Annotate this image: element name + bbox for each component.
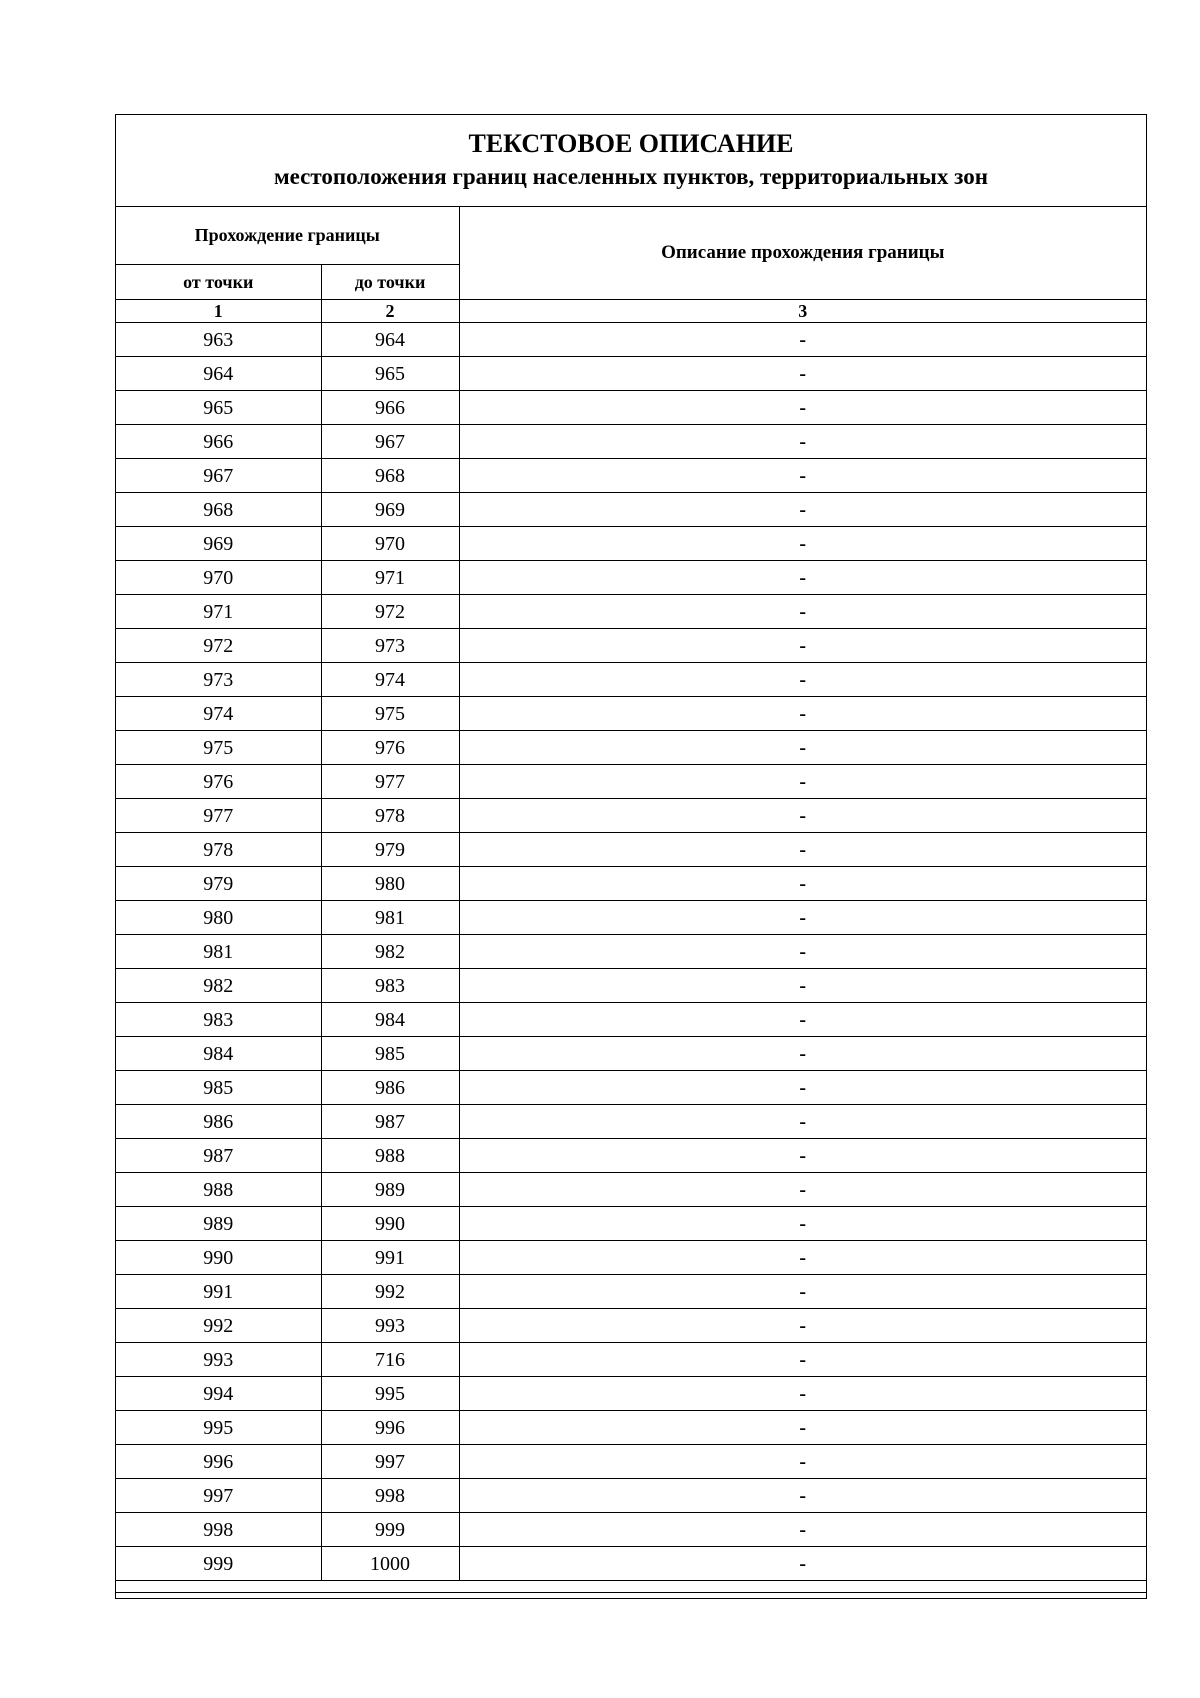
table-row	[116, 1173, 1146, 1207]
from-point-cell: 974	[116, 697, 321, 731]
description-cell: -	[459, 1343, 1146, 1377]
description-cell: -	[459, 1513, 1146, 1547]
to-point-cell: 716	[321, 1343, 459, 1377]
to-point-cell: 1000	[321, 1547, 459, 1581]
description-cell: -	[459, 357, 1146, 391]
table-row	[116, 1479, 1146, 1513]
to-point-cell: 977	[321, 765, 459, 799]
from-point-cell: 983	[116, 1003, 321, 1037]
from-point-cell: 982	[116, 969, 321, 1003]
to-point-cell: 965	[321, 357, 459, 391]
to-point-cell: 968	[321, 459, 459, 493]
from-point-cell: 967	[116, 459, 321, 493]
to-point-cell: 989	[321, 1173, 459, 1207]
description-cell: -	[459, 629, 1146, 663]
table-row	[116, 425, 1146, 459]
table-row	[116, 1003, 1146, 1037]
table-row	[116, 357, 1146, 391]
from-point-cell: 992	[116, 1309, 321, 1343]
description-cell: -	[459, 1207, 1146, 1241]
description-cell: -	[459, 935, 1146, 969]
table-row	[116, 323, 1146, 357]
table-row	[116, 935, 1146, 969]
table-row	[116, 765, 1146, 799]
description-cell: -	[459, 1173, 1146, 1207]
from-point-cell: 988	[116, 1173, 321, 1207]
description-cell: -	[459, 1479, 1146, 1513]
title-block	[116, 115, 1146, 207]
from-point-cell: 973	[116, 663, 321, 697]
boundary-table	[116, 207, 1146, 1581]
description-cell: -	[459, 323, 1146, 357]
to-point-cell: 990	[321, 1207, 459, 1241]
document-title: ТЕКСТОВОЕ ОПИСАНИЕ	[468, 129, 794, 158]
from-point-cell: 979	[116, 867, 321, 901]
table-row	[116, 901, 1146, 935]
to-point-cell: 979	[321, 833, 459, 867]
table-row	[116, 867, 1146, 901]
description-cell: -	[459, 1377, 1146, 1411]
to-point-cell: 997	[321, 1445, 459, 1479]
from-point-cell: 986	[116, 1105, 321, 1139]
to-point-cell: 993	[321, 1309, 459, 1343]
table-row	[116, 459, 1146, 493]
to-point-cell: 998	[321, 1479, 459, 1513]
description-cell: -	[459, 1241, 1146, 1275]
from-point-cell: 991	[116, 1275, 321, 1309]
from-point-cell: 980	[116, 901, 321, 935]
to-point-cell: 982	[321, 935, 459, 969]
from-point-cell: 978	[116, 833, 321, 867]
table-row	[116, 1309, 1146, 1343]
from-point-cell: 984	[116, 1037, 321, 1071]
table-row	[116, 697, 1146, 731]
description-cell: -	[459, 425, 1146, 459]
from-point-cell: 985	[116, 1071, 321, 1105]
table-row	[116, 1241, 1146, 1275]
from-point-cell: 996	[116, 1445, 321, 1479]
table-row	[116, 1547, 1146, 1581]
description-header-cell: Описание прохождения границы	[459, 207, 1146, 300]
table-row	[116, 1037, 1146, 1071]
from-point-cell: 999	[116, 1547, 321, 1581]
table-row	[116, 1411, 1146, 1445]
from-point-cell: 995	[116, 1411, 321, 1445]
description-cell: -	[459, 391, 1146, 425]
table-row	[116, 1071, 1146, 1105]
to-point-cell: 975	[321, 697, 459, 731]
boundary-table-body	[116, 207, 1146, 1581]
column-number-2: 2	[321, 300, 459, 323]
description-cell: -	[459, 765, 1146, 799]
to-point-cell: 984	[321, 1003, 459, 1037]
from-point-cell: 970	[116, 561, 321, 595]
table-row	[116, 969, 1146, 1003]
from-point-cell: 993	[116, 1343, 321, 1377]
description-cell: -	[459, 1411, 1146, 1445]
from-point-cell: 976	[116, 765, 321, 799]
to-point-cell: 973	[321, 629, 459, 663]
header-row-group	[116, 207, 1146, 265]
to-point-cell: 995	[321, 1377, 459, 1411]
description-cell: -	[459, 1547, 1146, 1581]
description-cell: -	[459, 799, 1146, 833]
table-row	[116, 799, 1146, 833]
to-point-cell: 974	[321, 663, 459, 697]
table-row	[116, 629, 1146, 663]
column-number-1: 1	[116, 300, 321, 323]
description-cell: -	[459, 901, 1146, 935]
from-point-cell: 987	[116, 1139, 321, 1173]
description-cell: -	[459, 1445, 1146, 1479]
to-point-cell: 985	[321, 1037, 459, 1071]
to-point-cell: 986	[321, 1071, 459, 1105]
table-row	[116, 1377, 1146, 1411]
to-point-cell: 964	[321, 323, 459, 357]
column-number-row	[116, 300, 1146, 323]
to-point-cell: 967	[321, 425, 459, 459]
document-frame	[115, 114, 1147, 1599]
from-point-header: от точки	[116, 265, 321, 300]
description-cell: -	[459, 595, 1146, 629]
to-point-cell: 981	[321, 901, 459, 935]
from-point-cell: 990	[116, 1241, 321, 1275]
to-point-cell: 978	[321, 799, 459, 833]
description-cell: -	[459, 663, 1146, 697]
from-point-cell: 998	[116, 1513, 321, 1547]
description-cell: -	[459, 731, 1146, 765]
to-point-cell: 970	[321, 527, 459, 561]
table-row	[116, 833, 1146, 867]
table-row	[116, 493, 1146, 527]
from-point-cell: 968	[116, 493, 321, 527]
description-cell: -	[459, 867, 1146, 901]
from-point-cell: 971	[116, 595, 321, 629]
table-row	[116, 561, 1146, 595]
table-row	[116, 1513, 1146, 1547]
table-row	[116, 595, 1146, 629]
from-point-cell: 965	[116, 391, 321, 425]
table-row	[116, 1275, 1146, 1309]
description-cell: -	[459, 1139, 1146, 1173]
from-point-cell: 994	[116, 1377, 321, 1411]
description-cell: -	[459, 1275, 1146, 1309]
column-number-3: 3	[459, 300, 1146, 323]
description-cell: -	[459, 527, 1146, 561]
description-cell: -	[459, 561, 1146, 595]
table-row	[116, 1343, 1146, 1377]
to-point-cell: 980	[321, 867, 459, 901]
description-cell: -	[459, 1105, 1146, 1139]
from-point-cell: 975	[116, 731, 321, 765]
group-header-cell: Прохождение границы	[116, 207, 459, 265]
from-point-cell: 972	[116, 629, 321, 663]
from-point-cell: 963	[116, 323, 321, 357]
description-cell: -	[459, 1309, 1146, 1343]
from-point-cell: 964	[116, 357, 321, 391]
to-point-cell: 976	[321, 731, 459, 765]
table-row	[116, 527, 1146, 561]
document-subtitle: местоположения границ населенных пунктов, территориальных зон	[274, 164, 988, 189]
to-point-cell: 996	[321, 1411, 459, 1445]
from-point-cell: 981	[116, 935, 321, 969]
description-cell: -	[459, 493, 1146, 527]
table-row	[116, 1445, 1146, 1479]
from-point-cell: 977	[116, 799, 321, 833]
table-row	[116, 1139, 1146, 1173]
bottom-rule	[116, 1592, 1146, 1593]
from-point-cell: 969	[116, 527, 321, 561]
to-point-cell: 966	[321, 391, 459, 425]
description-cell: -	[459, 1037, 1146, 1071]
to-point-cell: 992	[321, 1275, 459, 1309]
from-point-cell: 989	[116, 1207, 321, 1241]
table-row	[116, 731, 1146, 765]
table-row	[116, 391, 1146, 425]
to-point-cell: 983	[321, 969, 459, 1003]
table-row	[116, 1105, 1146, 1139]
to-point-cell: 972	[321, 595, 459, 629]
description-cell: -	[459, 459, 1146, 493]
to-point-cell: 988	[321, 1139, 459, 1173]
description-cell: -	[459, 1003, 1146, 1037]
from-point-cell: 966	[116, 425, 321, 459]
to-point-cell: 999	[321, 1513, 459, 1547]
to-point-header: до точки	[321, 265, 459, 300]
table-row	[116, 1207, 1146, 1241]
to-point-cell: 991	[321, 1241, 459, 1275]
to-point-cell: 987	[321, 1105, 459, 1139]
description-cell: -	[459, 833, 1146, 867]
to-point-cell: 969	[321, 493, 459, 527]
description-cell: -	[459, 969, 1146, 1003]
to-point-cell: 971	[321, 561, 459, 595]
from-point-cell: 997	[116, 1479, 321, 1513]
table-row	[116, 663, 1146, 697]
description-cell: -	[459, 1071, 1146, 1105]
description-cell: -	[459, 697, 1146, 731]
